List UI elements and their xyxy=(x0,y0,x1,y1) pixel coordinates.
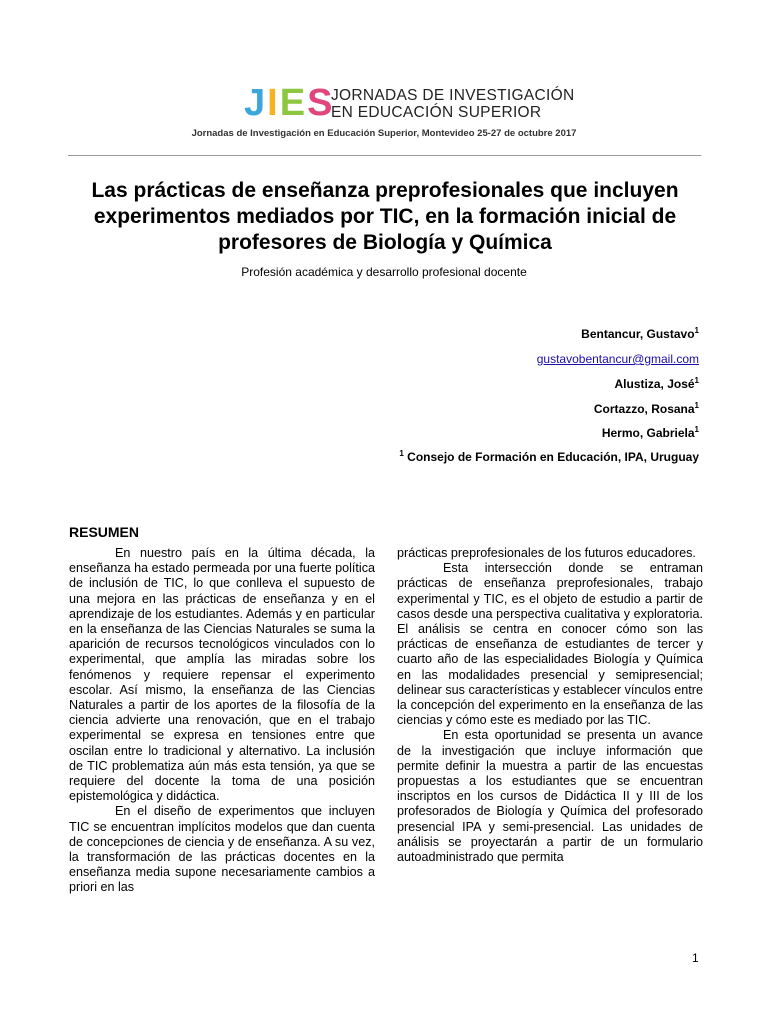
abstract-paragraph: prácticas preprofesionales de los futuros educadores. xyxy=(397,546,696,560)
logo-line-2: EN EDUCACIÓN SUPERIOR xyxy=(331,104,542,121)
logo-line-1: JORNADAS DE INVESTIGACIÓN xyxy=(331,87,575,104)
logo-letter-e: E xyxy=(279,82,306,124)
abstract-right-column xyxy=(397,546,703,865)
author-2: Alustiza, José$^1$ xyxy=(614,376,699,391)
page-number: 1 xyxy=(692,951,699,965)
abstract-paragraph: En el diseño de experimentos que incluyen TIC se encuentran implícitos modelos que dan cuenta de concepciones de ciencia y de enseñanza. A su vez, la transformación de las prácticas docentes en la enseñanza media supone necesariamente cambios a priori en las xyxy=(69,804,375,895)
affiliation: $^1$ Consejo de Formación en Educación, IPA, Uruguay xyxy=(399,449,699,464)
author-1: Bentancur, Gustavo$^1$ xyxy=(581,326,699,341)
paper-title: Las prácticas de enseñanza preprofesionales que incluyen experimentos mediados por TIC, en la formación inicial de profesores de Biología y Química xyxy=(91,179,679,254)
logo-letter-i: I xyxy=(267,82,278,124)
jies-logo-mark xyxy=(244,84,332,122)
logo-letter-s: S xyxy=(307,82,333,124)
author-email[interactable]: gustavobentancur@gmail.com xyxy=(536,352,699,366)
author-4: Hermo, Gabriela$^1$ xyxy=(601,425,699,440)
logo-letter-j: J xyxy=(244,82,266,124)
paper-subtitle: Profesión académica y desarrollo profesional docente xyxy=(241,265,527,279)
abstract-paragraph: En nuestro país en la última década, la enseñanza ha estado permeada por una fuerte política de inclusión de TIC, lo que conlleva el supuesto de una mejora en las prácticas de enseñanza y en el aprendizaje de los estudiantes. Además y en particular en la enseñanza de las Ciencias Naturales se suma la aparición de recursos tecnológicos vinculados con lo experimental, que amplía las miradas sobre los fenómenos y requiere repensar el experimento escolar. Así mismo, la enseñanza de las Ciencias Naturales a partir de los aportes de la filosofía de la ciencia advierte una renovación, que en el trabajo experimental se expresa en tensiones entre que oscilan entre lo tradicional y alternativo. La inclusión de TIC problematiza aún más esta tensión, ya que se requiere del docente la toma de una posición epistemológica y didáctica. xyxy=(69,546,375,804)
abstract-left-column xyxy=(69,546,375,896)
conference-line: Jornadas de Investigación en Educación Superior, Montevideo 25-27 de octubre 2017 xyxy=(191,128,577,139)
abstract-paragraph: Esta intersección donde se entraman prácticas de enseñanza preprofesionales, trabajo experimental y TIC, es el objeto de estudio a partir de casos desde una perspectiva cualitativa y exploratoria. El análisis se centra en conocer cómo son las prácticas de enseñanza de estudiantes de tercer y cuarto año de las especialidades Biología y Química en las modalidades presencial y semipresencial; delinear sus características y establecer vínculos entre la concepción del experimento en la enseñanza de las ciencias y cómo este es mediado por las TIC. xyxy=(397,561,703,728)
logo-wordmark xyxy=(331,87,574,121)
conference-logo xyxy=(0,84,768,124)
author-3: Cortazzo, Rosana$^1$ xyxy=(593,401,699,416)
abstract-heading: RESUMEN xyxy=(69,524,140,540)
abstract-paragraph: En esta oportunidad se presenta un avance de la investigación que incluye información que permite definir la muestra a partir de las encuestas propuestas a los estudiantes que se encuentran inscriptos en los cursos de Didáctica II y III de los profesorados de Biología y Química del profesorado presencial IPA y semi-presencial. Las unidades de análisis se proyectarán a partir de un formulario autoadministrado que permita xyxy=(397,728,703,865)
header-divider xyxy=(68,155,701,156)
